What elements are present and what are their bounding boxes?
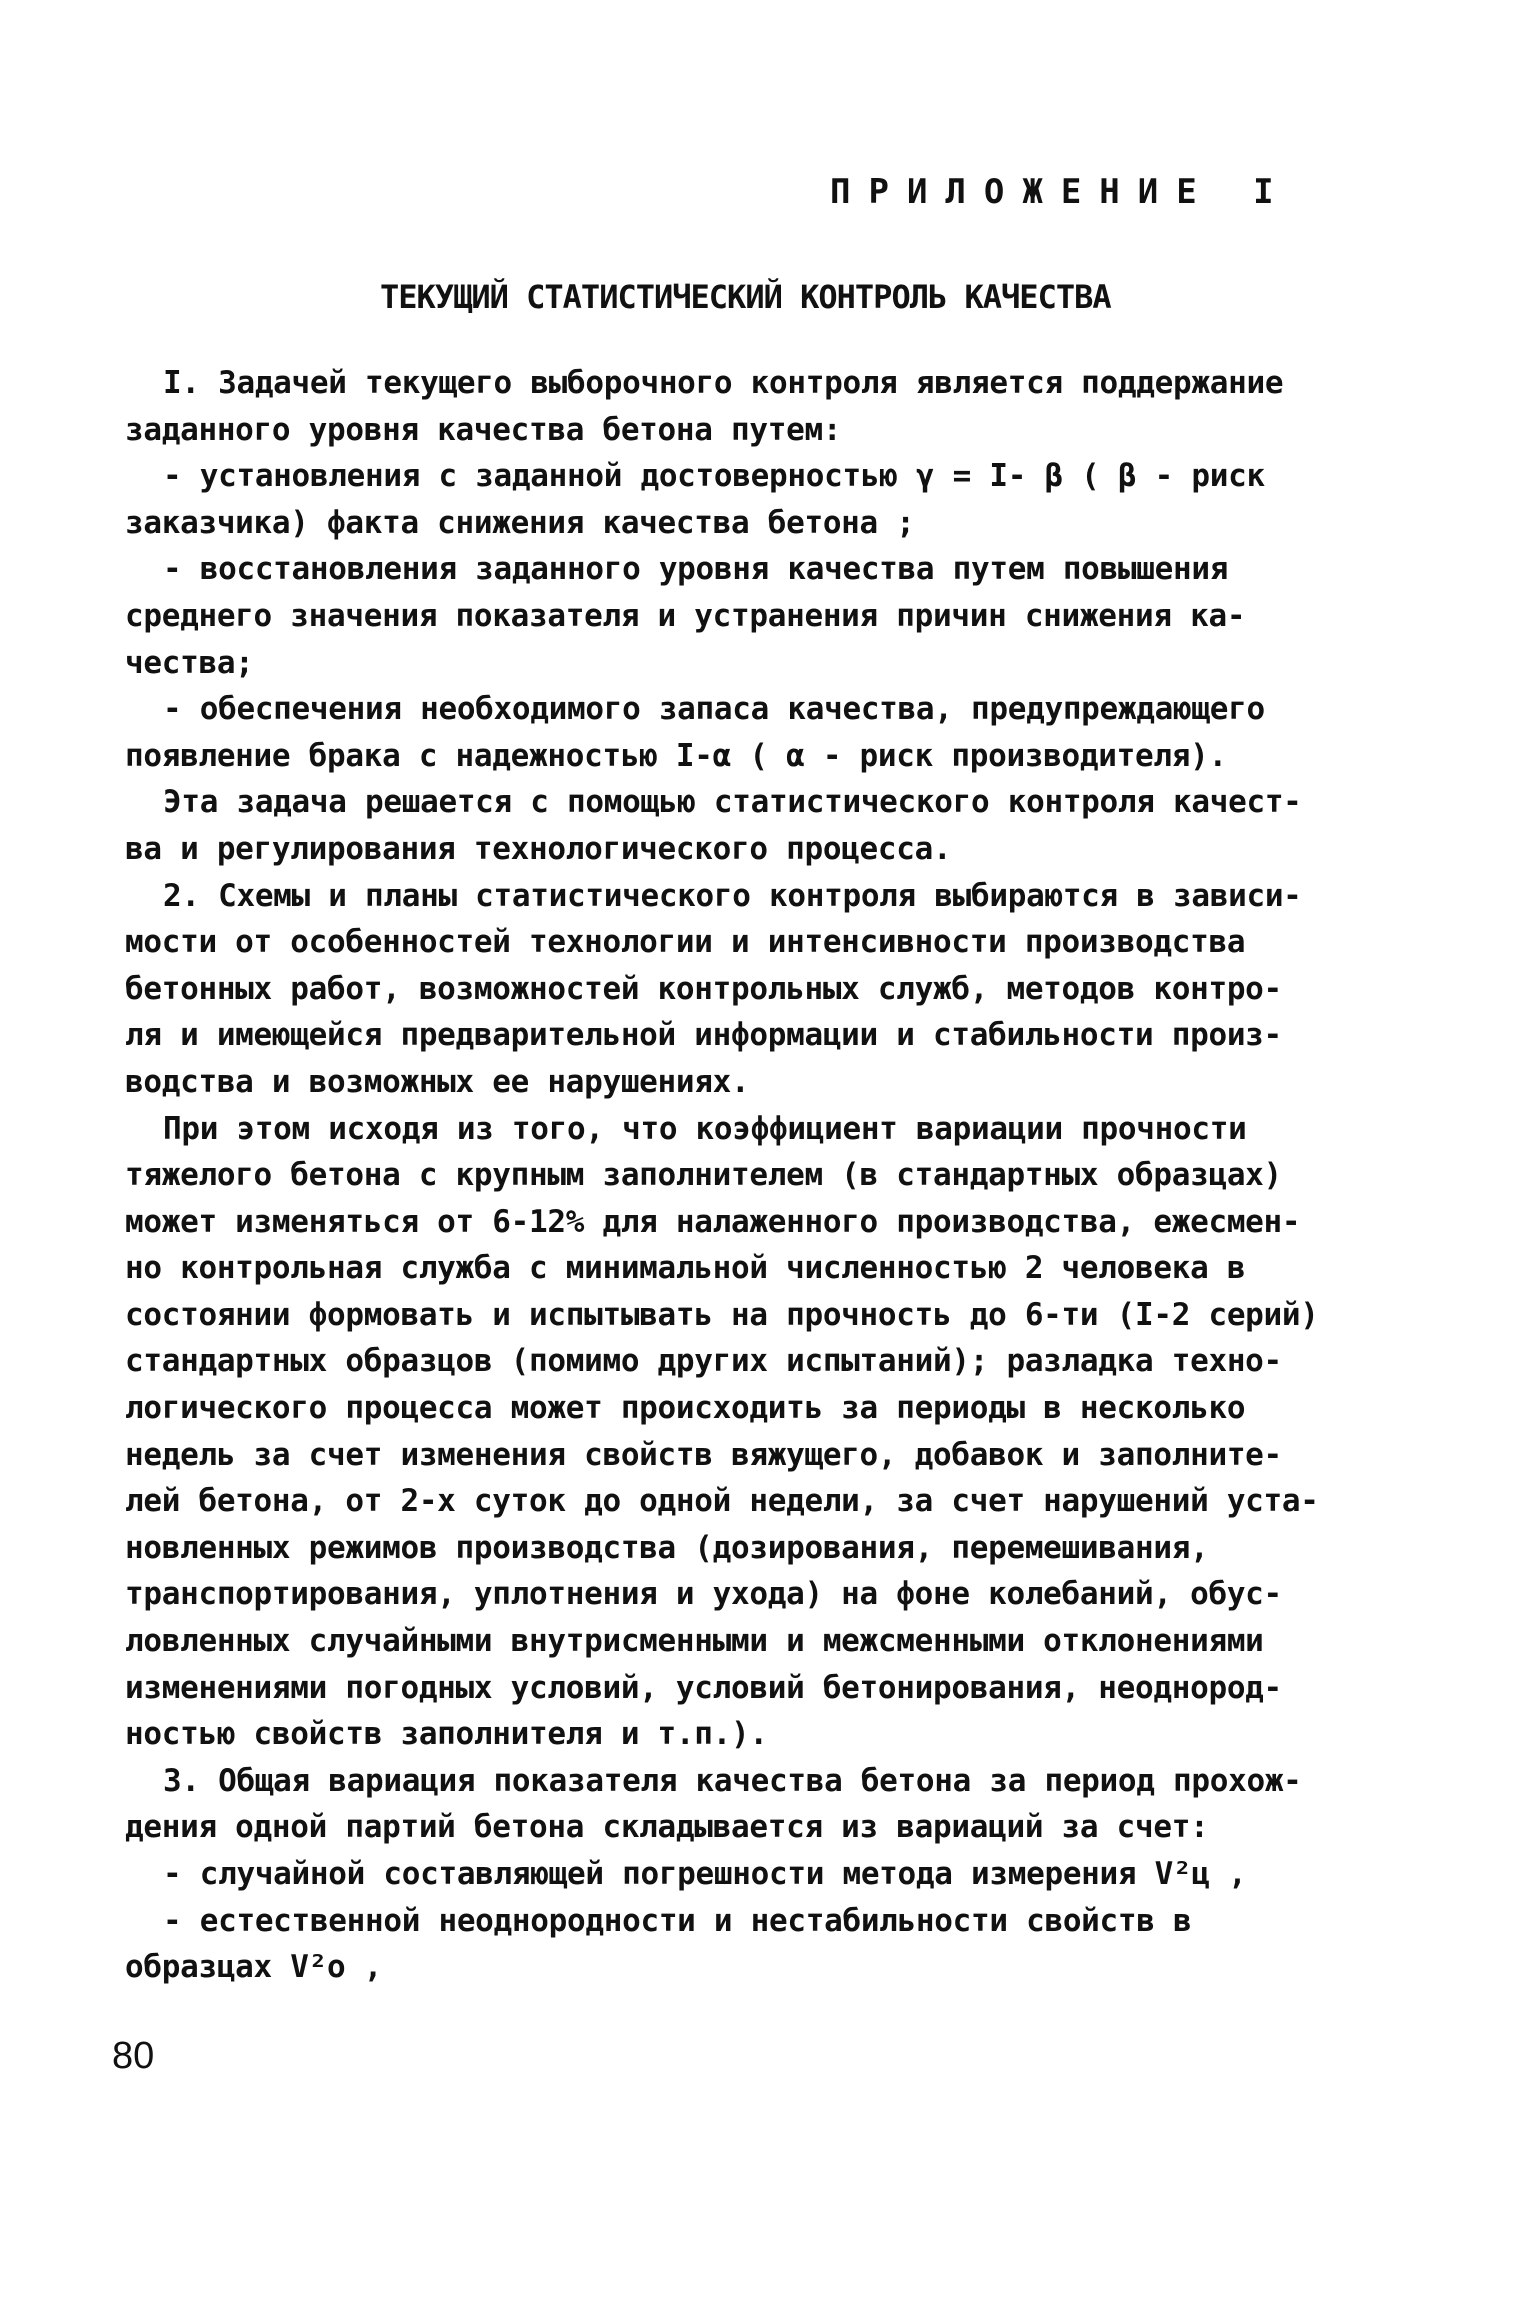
text-line: 2. Схемы и планы статистического контроля выбираются в зависи- <box>163 877 1302 914</box>
text-line: состоянии формовать и испытывать на прочность до 6-ти (I-2 серий) <box>125 1296 1319 1333</box>
text-line: дения одной партий бетона складывается из вариаций за счет: <box>125 1809 1209 1846</box>
text-line: может изменяться от 6-12% для налаженного производства, ежесмен- <box>125 1203 1301 1240</box>
text-line: водства и возможных ее нарушениях. <box>125 1063 750 1100</box>
text-line: среднего значения показателя и устранения причин снижения ка- <box>125 597 1246 634</box>
text-line: - установления с заданной достоверностью γ = I- β ( β - риск <box>163 458 1265 495</box>
text-line: - естественной неоднородности и нестабильности свойств в <box>163 1902 1192 1939</box>
text-line: стандартных образцов (помимо других испытаний); разладка техно- <box>125 1343 1282 1380</box>
text-line: логического процесса может происходить за периоды в несколько <box>125 1390 1246 1427</box>
text-line: При этом исходя из того, что коэффициент вариации прочности <box>163 1110 1247 1147</box>
body-text <box>125 360 1425 1991</box>
text-line: - восстановления заданного уровня качества путем повышения <box>163 551 1229 588</box>
document-title: ТЕКУЩИЙ СТАТИСТИЧЕСКИЙ КОНТРОЛЬ КАЧЕСТВА <box>380 278 1111 316</box>
text-line: чества; <box>125 644 254 681</box>
text-line: появление брака с надежностью I-α ( α - риск производителя). <box>125 737 1227 774</box>
text-line: - случайной составляющей погрешности метода измерения V²ц , <box>163 1856 1247 1892</box>
text-line: заказчика) факта снижения качества бетона ; <box>125 504 915 541</box>
text-line: заданного уровня качества бетона путем: <box>125 411 842 448</box>
text-line: ностью свойств заполнителя и т.п.). <box>125 1716 768 1753</box>
text-line: - обеспечения необходимого запаса качества, предупреждающего <box>163 691 1265 728</box>
text-line: ловленных случайными внутрисменными и межсменными отклонениями <box>125 1623 1264 1660</box>
text-line: недель за счет изменения свойств вяжущего, добавок и заполните- <box>125 1436 1282 1473</box>
text-line: I. Задачей текущего выборочного контроля является поддержание <box>163 365 1284 401</box>
page-number: 80 <box>112 2035 155 2077</box>
text-line: тяжелого бетона с крупным заполнителем (в стандартных образцах) <box>125 1157 1282 1194</box>
text-line: но контрольная служба с минимальной численностью 2 человека в <box>125 1250 1246 1287</box>
text-line: ва и регулирования технологического процесса. <box>125 830 952 867</box>
text-line: мости от особенностей технологии и интенсивности производства <box>125 924 1246 961</box>
text-line: лей бетона, от 2-х суток до одной недели, за счет нарушений уста- <box>125 1483 1319 1520</box>
text-line: новленных режимов производства (дозирования, перемешивания, <box>125 1529 1209 1566</box>
text-line: образцах V²о , <box>125 1949 383 1986</box>
appendix-heading: ПРИЛОЖЕНИЕ I <box>830 172 1292 212</box>
text-line: ля и имеющейся предварительной информации и стабильности произ- <box>125 1017 1282 1054</box>
text-line: изменениями погодных условий, условий бетонирования, неоднород- <box>125 1669 1282 1706</box>
text-line: 3. Общая вариация показателя качества бетона за период прохож- <box>163 1762 1302 1799</box>
text-line: Эта задача решается с помощью статистического контроля качест- <box>163 784 1302 821</box>
text-line: бетонных работ, возможностей контрольных служб, методов контро- <box>125 970 1282 1007</box>
text-line: транспортирования, уплотнения и ухода) на фоне колебаний, обус- <box>125 1576 1282 1613</box>
